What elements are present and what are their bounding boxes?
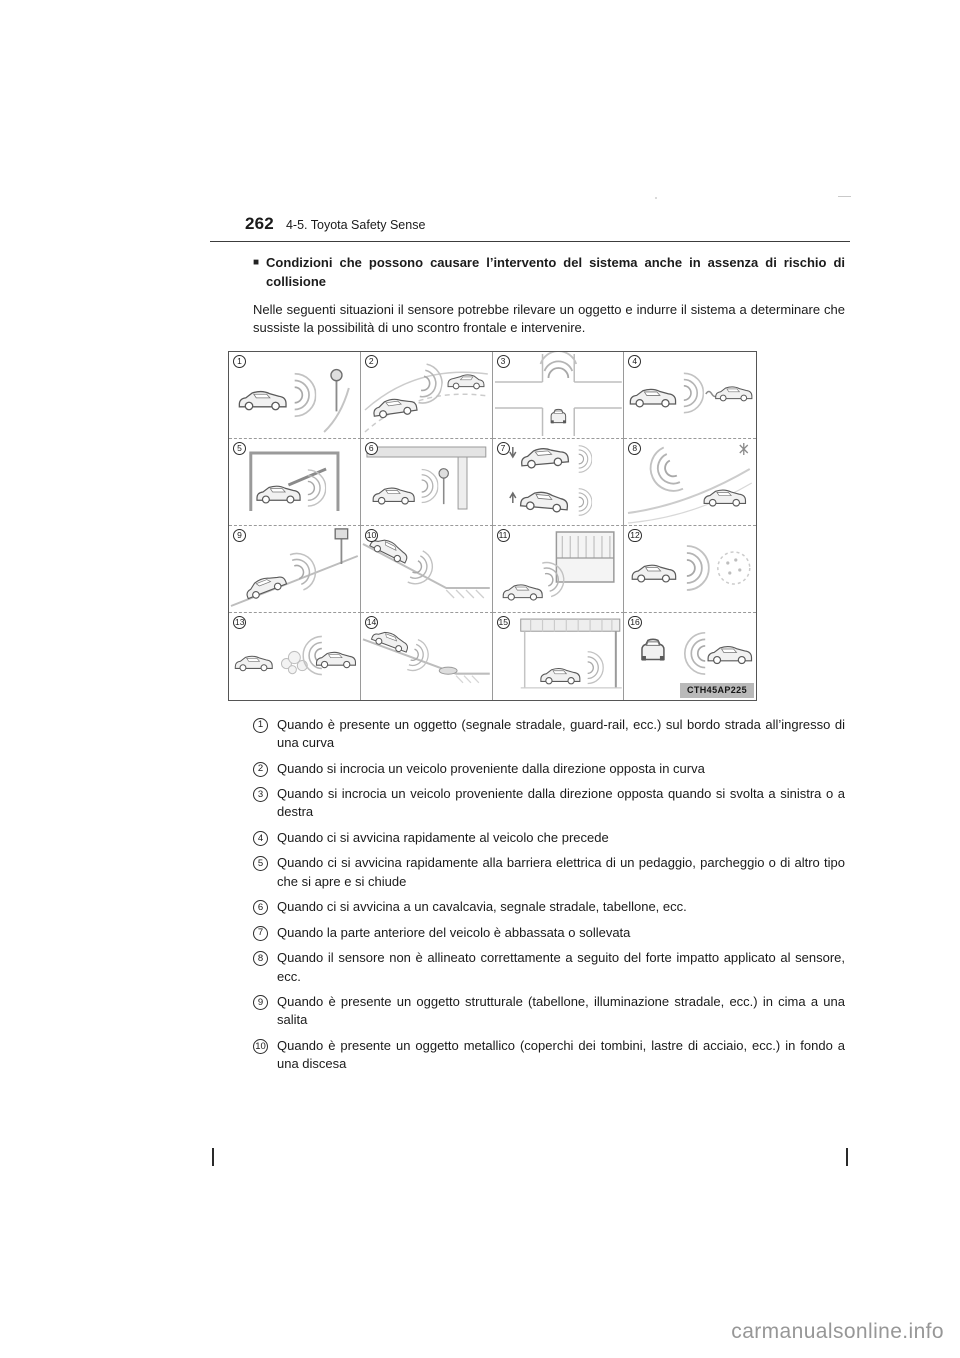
figure-cell-number: 1 bbox=[233, 355, 246, 368]
figure-cell-number: 8 bbox=[628, 442, 641, 455]
illustration-misaligned-sensor bbox=[624, 439, 756, 525]
section-title: 4-5. Toyota Safety Sense bbox=[285, 218, 426, 232]
item-number: 3 bbox=[253, 787, 268, 802]
figure-cell-5 bbox=[229, 439, 361, 526]
figure-cell-12 bbox=[624, 526, 756, 613]
illustration-oncoming-curve bbox=[361, 352, 492, 438]
item-text: Quando si incrocia un veicolo proveniente dalla direzione opposta quando si svolta a sinistra o a destra bbox=[277, 785, 845, 820]
item-text: Quando il sensore non è allineato correttamente a seguito del forte impatto applicato al sensore, ecc. bbox=[277, 950, 845, 984]
illustration-metal-bottom-of-slope bbox=[361, 526, 492, 612]
figure-cell-2 bbox=[361, 352, 493, 439]
list-item bbox=[253, 898, 845, 916]
item-text: Quando ci si avvicina rapidamente alla barriera elettrica di un pedaggio, parcheggio o di altro tipo che si apre e si chiude bbox=[277, 855, 845, 889]
print-mark-right bbox=[846, 1148, 848, 1166]
item-text: Quando è presente un oggetto metallico (coperchi dei tombini, lastre di acciaio, ecc.) in fondo a una discesa bbox=[277, 1037, 845, 1072]
figure-cell-15 bbox=[493, 613, 625, 700]
figure-cell-9 bbox=[229, 526, 361, 613]
figure-cell-number: 4 bbox=[628, 355, 641, 368]
figure-cell-number: 13 bbox=[235, 616, 245, 627]
item-number: 2 bbox=[253, 762, 268, 777]
figure-cell-number: 11 bbox=[497, 529, 510, 542]
figure-grid bbox=[229, 352, 756, 700]
item-text: Quando è presente un oggetto strutturale (tabellone, illuminazione stradale, ecc.) in cima a una salita bbox=[277, 994, 845, 1028]
print-mark-dot bbox=[655, 197, 657, 199]
page-content bbox=[235, 254, 845, 1074]
figure-cell-10 bbox=[361, 526, 493, 613]
figure-cell-number: 12 bbox=[630, 529, 640, 540]
figure-cell-7 bbox=[493, 439, 625, 526]
figure-cell-8 bbox=[624, 439, 756, 526]
figure-cell-number: 5 bbox=[233, 442, 246, 455]
item-text: Quando si incrocia un veicolo proveniente dalla direzione opposta in curva bbox=[277, 760, 705, 776]
figure-cell-number: 15 bbox=[498, 616, 508, 627]
illustration-gate-shutter bbox=[493, 526, 624, 612]
list-item bbox=[253, 716, 845, 753]
impact-icon bbox=[740, 443, 748, 455]
condition-list bbox=[253, 716, 845, 1074]
illustration-overpass bbox=[361, 439, 492, 525]
illustration-toll-barrier bbox=[229, 439, 360, 525]
figure-cell-number: 2 bbox=[365, 355, 378, 368]
square-bullet-icon: ■ bbox=[253, 257, 260, 268]
illustration-object-top-of-hill bbox=[229, 526, 360, 612]
figure-cell-4 bbox=[624, 352, 756, 439]
list-item bbox=[253, 854, 845, 891]
figure-cell-number: 14 bbox=[366, 616, 377, 627]
item-number: 10 bbox=[253, 1039, 268, 1054]
page-header bbox=[245, 214, 425, 234]
figure-cell-3 bbox=[493, 352, 625, 439]
list-item bbox=[253, 1037, 845, 1074]
figure-cell-1 bbox=[229, 352, 361, 439]
item-number: 4 bbox=[253, 831, 268, 846]
illustration-vehicle-pitch bbox=[493, 439, 624, 525]
illustration-dust-between-vehicles bbox=[229, 613, 360, 700]
item-text: Quando ci si avvicina rapidamente al veicolo che precede bbox=[277, 829, 609, 845]
figure-cell-11 bbox=[493, 526, 625, 613]
illustration-approaching-preceding-vehicle bbox=[624, 352, 756, 438]
item-number: 9 bbox=[253, 995, 268, 1010]
print-mark-top-right bbox=[838, 196, 851, 197]
item-number: 6 bbox=[253, 900, 268, 915]
item-number: 5 bbox=[253, 856, 268, 871]
list-item bbox=[253, 924, 845, 942]
list-item bbox=[253, 785, 845, 822]
item-text: Quando la parte anteriore del veicolo è abbassata o sollevata bbox=[277, 924, 631, 940]
illustration-manhole-descent bbox=[361, 613, 492, 700]
watermark: carmanualsonline.info bbox=[731, 1320, 944, 1343]
item-text: Quando ci si avvicina a un cavalcavia, segnale stradale, tabellone, ecc. bbox=[277, 899, 687, 915]
figure-cell-number: 16 bbox=[630, 616, 640, 627]
figure-cell-number: 7 bbox=[497, 442, 510, 455]
illustration-inside-building bbox=[493, 613, 624, 700]
item-text: Quando è presente un oggetto (segnale stradale, guard-rail, ecc.) sul bordo strada all’ingresso di una curva bbox=[277, 716, 845, 751]
section-heading bbox=[253, 254, 845, 292]
figure-code: CTH45AP225 bbox=[680, 683, 754, 698]
section-heading-text: Condizioni che possono causare l’intervento del sistema anche in assenza di rischio di collisione bbox=[266, 255, 845, 289]
illustration-roadside-object-curve bbox=[229, 352, 360, 438]
list-item bbox=[253, 993, 845, 1030]
page-number: 262 bbox=[245, 214, 274, 233]
header-rule bbox=[210, 241, 850, 242]
figure-cell-number: 10 bbox=[366, 529, 377, 540]
figure-cell-number: 3 bbox=[497, 355, 510, 368]
figure-cell-number: 9 bbox=[233, 529, 246, 542]
figure-cell-6 bbox=[361, 439, 493, 526]
print-mark-left bbox=[212, 1148, 214, 1166]
item-number: 1 bbox=[253, 718, 268, 733]
situations-figure bbox=[228, 351, 757, 701]
figure-cell-number: 6 bbox=[365, 442, 378, 455]
illustration-metal-object bbox=[624, 526, 756, 612]
figure-cell-13 bbox=[229, 613, 361, 700]
illustration-oncoming-intersection bbox=[493, 352, 624, 438]
item-number: 8 bbox=[253, 951, 268, 966]
item-number: 7 bbox=[253, 926, 268, 941]
list-item bbox=[253, 949, 845, 986]
list-item bbox=[253, 760, 845, 778]
intro-paragraph: Nelle seguenti situazioni il sensore potrebbe rilevare un oggetto e indurre il sistema a determinare che sussiste la possibilità di uno scontro frontale e intervenire. bbox=[253, 301, 845, 336]
figure-cell-14 bbox=[361, 613, 493, 700]
list-item bbox=[253, 829, 845, 847]
